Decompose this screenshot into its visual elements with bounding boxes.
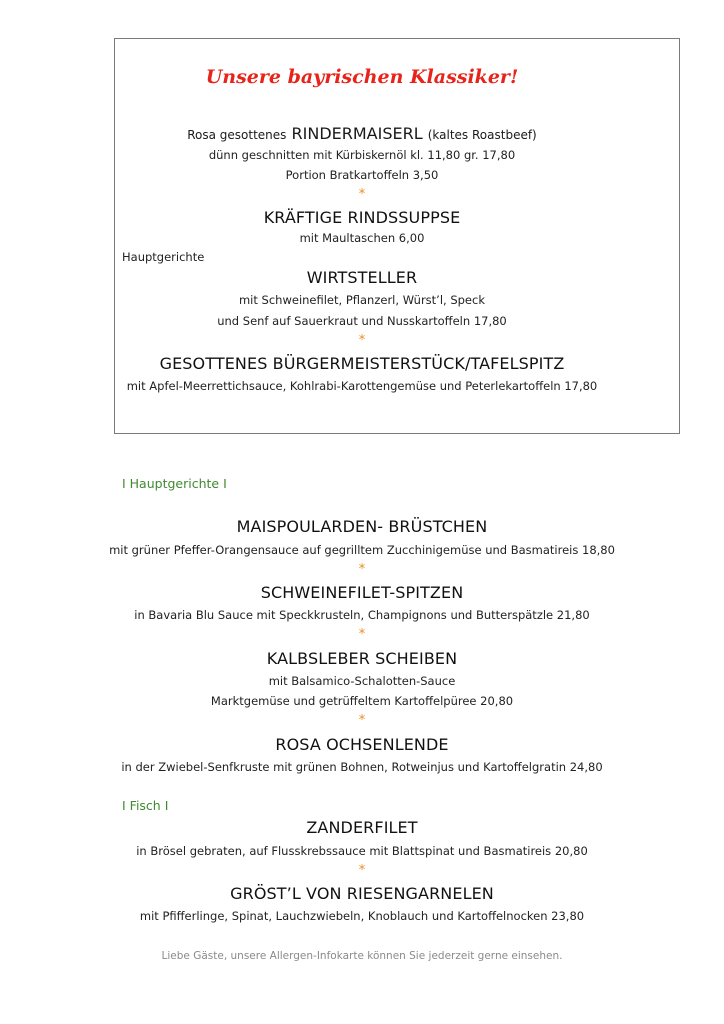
dish-name: ROSA OCHSENLENDE bbox=[275, 735, 449, 754]
separator-star: * bbox=[358, 562, 366, 577]
allergen-note: Liebe Gäste, unsere Allergen-Infokarte können Sie jederzeit gerne einsehen. bbox=[161, 950, 563, 962]
dish-name: ZANDERFILET bbox=[306, 818, 418, 837]
rindermaiserl-title bbox=[0, 124, 724, 143]
section-heading-hauptgerichte: I Hauptgerichte I bbox=[122, 476, 227, 491]
rindssuppe-name: KRÄFTIGE RINDSSUPPSE bbox=[263, 208, 461, 227]
dish-name: SCHWEINEFILET-SPITZEN bbox=[260, 583, 464, 602]
separator-star: * bbox=[358, 333, 366, 348]
tafelspitz-name: GESOTTENES BÜRGERMEISTERSTÜCK/TAFELSPITZ bbox=[159, 354, 565, 373]
specials-title: Unsere bayrischen Klassiker! bbox=[205, 66, 519, 88]
wirtsteller-line1: mit Schweinefilet, Pflanzerl, Würst’l, Speck bbox=[238, 293, 485, 307]
tafelspitz-line1: mit Apfel-Meerrettichsauce, Kohlrabi-Karottengemüse und Peterlekartoffeln 17,80 bbox=[126, 379, 598, 393]
section-heading-fisch: I Fisch I bbox=[122, 798, 169, 813]
dish-name: KALBSLEBER SCHEIBEN bbox=[266, 649, 458, 668]
separator-star: * bbox=[358, 627, 366, 642]
dish-name: MAISPOULARDEN- BRÜSTCHEN bbox=[236, 517, 488, 536]
dish-description: in der Zwiebel-Senfkruste mit grünen Bohnen, Rotweinjus und Kartoffelgratin 24,80 bbox=[121, 760, 603, 774]
dish-description: Marktgemüse und getrüffeltem Kartoffelpüree 20,80 bbox=[210, 694, 514, 708]
side-label-hauptgerichte: Hauptgerichte bbox=[122, 250, 205, 264]
dish-description: mit Pfifferlinge, Spinat, Lauchzwiebeln, Knoblauch und Kartoffelnocken 23,80 bbox=[139, 909, 585, 923]
dish-description: in Bavaria Blu Sauce mit Speckkrusteln, Champignons und Butterspätzle 21,80 bbox=[134, 608, 590, 622]
separator-star: * bbox=[358, 713, 366, 728]
wirtsteller-line2: und Senf auf Sauerkraut und Nusskartoffeln 17,80 bbox=[217, 314, 507, 328]
rindermaiserl-name: RINDERMAISERL bbox=[291, 124, 423, 143]
dish-name: GRÖST’L VON RIESENGARNELEN bbox=[230, 884, 494, 903]
rindermaiserl-suffix: (kaltes Roastbeef) bbox=[427, 128, 537, 142]
wirtsteller-name: WIRTSTELLER bbox=[306, 268, 418, 287]
rindermaiserl-line3: Portion Bratkartoffeln 3,50 bbox=[285, 168, 439, 182]
separator-star: * bbox=[358, 187, 366, 202]
rindermaiserl-prefix: Rosa gesottenes bbox=[187, 128, 287, 142]
separator-star: * bbox=[358, 863, 366, 878]
dish-description: in Brösel gebraten, auf Flusskrebssauce mit Blattspinat und Basmatireis 20,80 bbox=[136, 844, 588, 858]
dish-description: mit Balsamico-Schalotten-Sauce bbox=[268, 674, 456, 688]
dish-description: mit grüner Pfeffer-Orangensauce auf gegrilltem Zucchinigemüse und Basmatireis 18,80 bbox=[109, 543, 615, 557]
rindssuppe-line1: mit Maultaschen 6,00 bbox=[299, 231, 425, 245]
rindermaiserl-line2: dünn geschnitten mit Kürbiskernöl kl. 11,80 gr. 17,80 bbox=[208, 148, 516, 162]
